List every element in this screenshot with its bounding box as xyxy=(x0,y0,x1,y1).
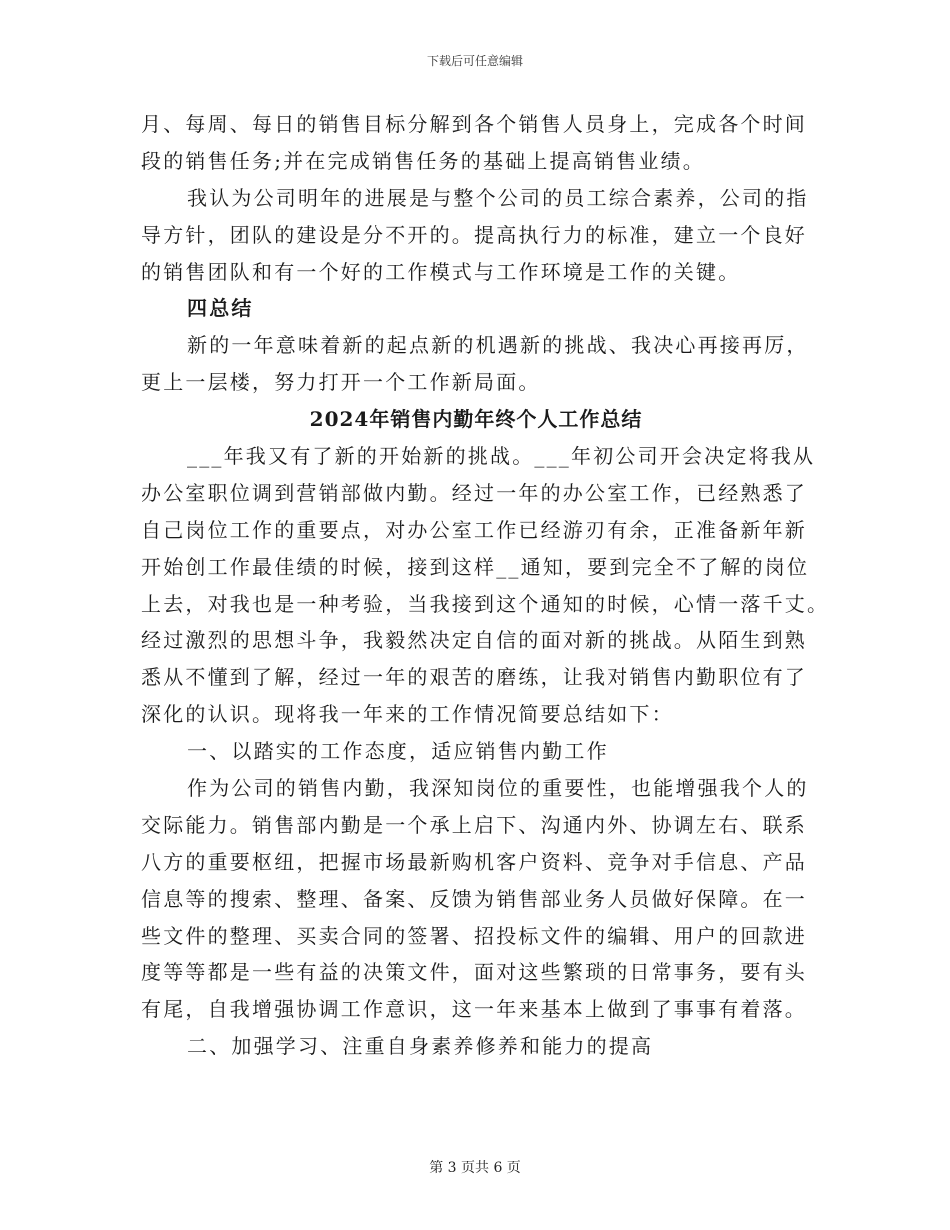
text-line: 新的一年意味着新的起点新的机遇新的挑战、我决心再接再厉， xyxy=(187,333,809,358)
text-line: 度等等都是一些有益的决策文件，面对这些繁琐的日常事务，要有头 xyxy=(141,960,807,985)
document-body xyxy=(141,106,830,1065)
text-line: 经过激烈的思想斗争，我毅然决定自信的面对新的挑战。从陌生到熟 xyxy=(141,628,807,653)
page-header: 下载后可任意编辑 xyxy=(426,54,523,68)
text-line: 办公室职位调到营销部做内勤。经过一年的办公室工作，已经熟悉了 xyxy=(141,480,807,505)
text-line: 导方针，团队的建设是分不开的。提高执行力的标准，建立一个良好 xyxy=(141,222,807,247)
section-heading: 四总结 xyxy=(187,296,254,321)
text-line: 深化的认识。现将我一年来的工作情况简要总结如下： xyxy=(141,702,674,727)
text-line: ___年我又有了新的开始新的挑战。___年初公司开会决定将我从 xyxy=(187,444,816,469)
text-line: 些文件的整理、买卖合同的签署、招投标文件的编辑、用户的回款进 xyxy=(141,923,807,948)
text-line: 有尾，自我增强协调工作意识，这一年来基本上做到了事事有着落。 xyxy=(141,997,807,1022)
section-title: 2024年销售内勤年终个人工作总结 xyxy=(309,407,643,432)
text-line: 八方的重要枢纽，把握市场最新购机客户资料、竞争对手信息、产品 xyxy=(141,849,807,874)
text-line: 月、每周、每日的销售目标分解到各个销售人员身上，完成各个时间 xyxy=(141,112,807,136)
text-line: 交际能力。销售部内勤是一个承上启下、沟通内外、协调左右、联系 xyxy=(141,812,807,837)
text-line: 一、以踏实的工作态度，适应销售内勤工作 xyxy=(187,739,609,764)
text-line: 开始创工作最佳绩的时候，接到这样__通知，要到完全不了解的岗位 xyxy=(141,554,810,579)
text-line: 我认为公司明年的进展是与整个公司的员工综合素养，公司的指 xyxy=(187,185,809,210)
text-line: 作为公司的销售内勤，我深知岗位的重要性，也能增强我个人的 xyxy=(187,776,809,801)
text-line: 的销售团队和有一个好的工作模式与工作环境是工作的关键。 xyxy=(141,259,741,284)
text-line: 二、加强学习、注重自身素养修养和能力的提高 xyxy=(187,1034,654,1059)
text-line: 上去，对我也是一种考验，当我接到这个通知的时候，心情一落千丈。 xyxy=(141,591,830,616)
text-line: 段的销售任务;并在完成销售任务的基础上提高销售业绩。 xyxy=(141,148,705,173)
text-line: 悉从不懂到了解，经过一年的艰苦的磨练，让我对销售内勤职位有了 xyxy=(141,665,807,690)
text-line: 自己岗位工作的重要点，对办公室工作已经游刃有余，正准备新年新 xyxy=(141,517,807,542)
page-footer: 第 3 页共 6 页 xyxy=(429,1160,521,1176)
text-line: 信息等的搜索、整理、备案、反馈为销售部业务人员做好保障。在一 xyxy=(141,886,807,911)
text-line: 更上一层楼，努力打开一个工作新局面。 xyxy=(141,370,541,395)
